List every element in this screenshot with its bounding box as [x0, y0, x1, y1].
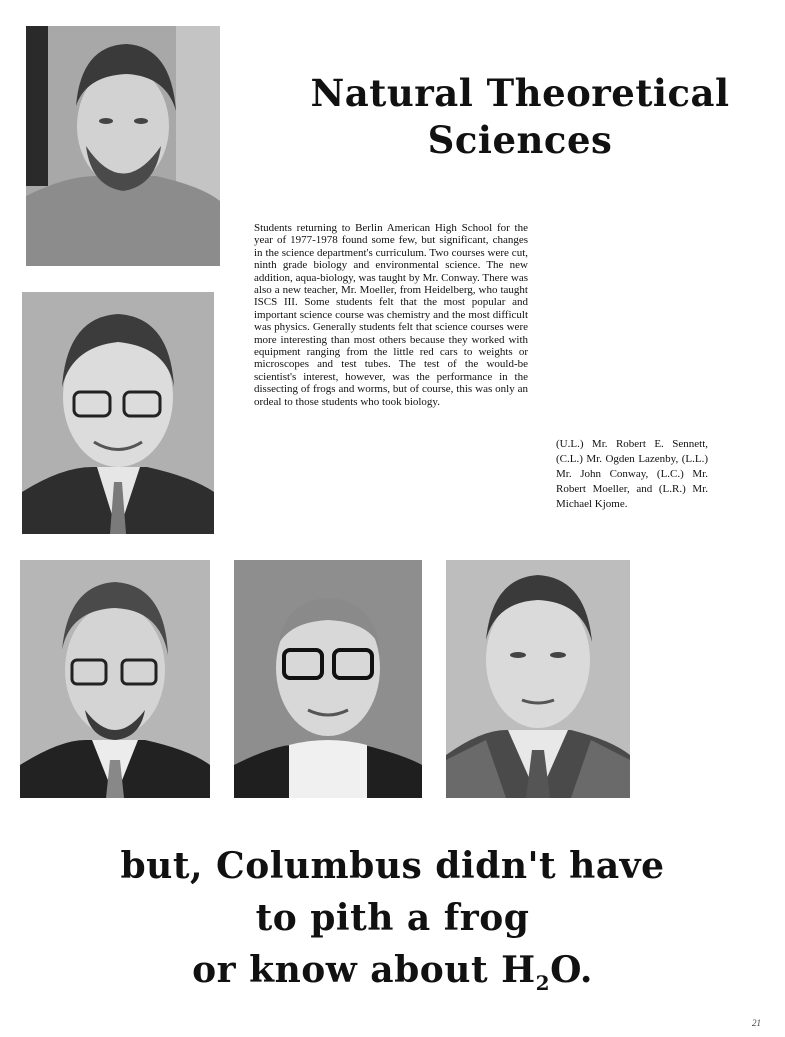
slogan-line-3-suffix: O. [550, 949, 593, 991]
slogan-line-3-prefix: or know about H [192, 949, 536, 991]
slogan-line-3-subscript: 2 [535, 971, 551, 996]
photo-ogden-lazenby [22, 292, 214, 534]
title-line-1: Natural Theoretical [310, 71, 730, 115]
slogan-heading [0, 840, 785, 1009]
page-number: 21 [752, 1018, 761, 1028]
slogan-line-1: but, Columbus didn't have [120, 845, 665, 887]
photo-caption: (U.L.) Mr. Robert E. Sennett, (C.L.) Mr. Ogden Lazenby, (L.L.) Mr. John Conway, (L.C.) Mr. Robert Moeller, and (L.R.) Mr. Michael Kjome. [556, 438, 708, 510]
photo-robert-moeller [234, 560, 422, 798]
title-line-2: Sciences [427, 118, 613, 162]
article-body: Students returning to Berlin American High School for the year of 1977-1978 found some few, but significant, changes in the science department's curriculum. Two courses were cut, ninth grade biology and environmental science. The new addition, aqua-biology, was taught by Mr. Conway. There was also a new teacher, Mr. Moeller, from Heidelberg, who taught ISCS III. Some students felt that the most popular and important science course was chemistry and the most difficult was physics. Generally students felt that science courses were more interesting than most others because they worked with equipment ranging from the little red cars to weights or microscopes and test tubes. The test of the would-be scientist's interest, however, was the performance in the dissecting of frogs and worms, but of course, this was only an ordeal to those students who took biology. [254, 222, 528, 408]
photo-michael-kjome [446, 560, 630, 798]
page-title [240, 70, 785, 164]
photo-robert-sennett [26, 26, 220, 266]
photo-john-conway [20, 560, 210, 798]
slogan-line-3 [0, 944, 785, 1009]
slogan-line-2: to pith a frog [255, 897, 530, 939]
